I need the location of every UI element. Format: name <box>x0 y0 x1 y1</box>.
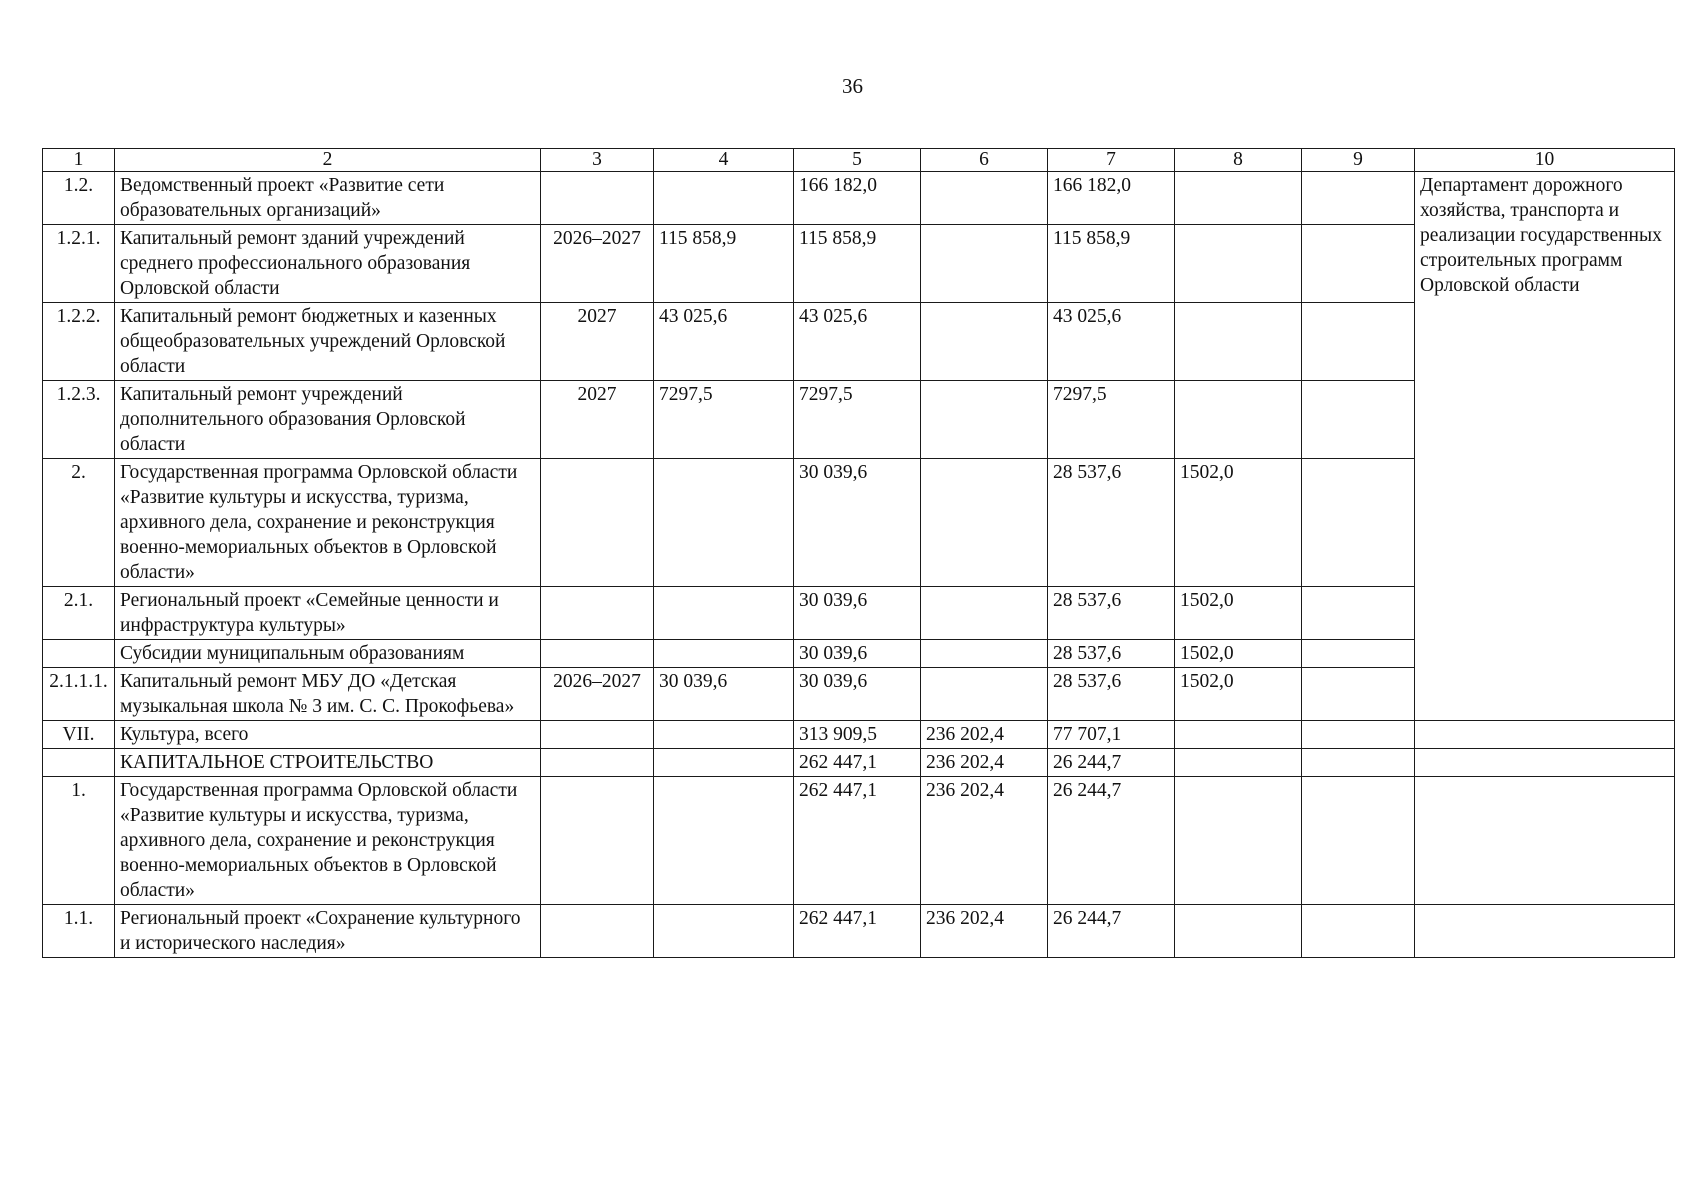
row-federal <box>921 640 1048 668</box>
header-cell: 6 <box>921 149 1048 172</box>
row-name: Капитальный ремонт зданий учреждений среднего профессионального образования Орловской области <box>115 225 541 303</box>
budget-table <box>42 148 1675 958</box>
table-row <box>43 749 1675 777</box>
row-number: VII. <box>43 721 115 749</box>
row-regional: 26 244,7 <box>1048 905 1175 958</box>
row-other <box>1302 587 1415 640</box>
row-total: 115 858,9 <box>794 225 921 303</box>
row-number: 1.2.3. <box>43 381 115 459</box>
row-department <box>1415 905 1675 958</box>
row-years <box>541 459 654 587</box>
page-number: 36 <box>842 74 863 98</box>
row-cost: 7297,5 <box>654 381 794 459</box>
row-cost: 43 025,6 <box>654 303 794 381</box>
row-local: 1502,0 <box>1175 640 1302 668</box>
row-years <box>541 905 654 958</box>
row-total: 30 039,6 <box>794 640 921 668</box>
row-other <box>1302 172 1415 225</box>
row-federal: 236 202,4 <box>921 777 1048 905</box>
row-local: 1502,0 <box>1175 668 1302 721</box>
row-regional: 28 537,6 <box>1048 587 1175 640</box>
row-regional: 26 244,7 <box>1048 777 1175 905</box>
row-local <box>1175 777 1302 905</box>
row-other <box>1302 905 1415 958</box>
row-name: Капитальный ремонт бюджетных и казенных общеобразовательных учреждений Орловской области <box>115 303 541 381</box>
row-total: 262 447,1 <box>794 749 921 777</box>
row-name: КАПИТАЛЬНОЕ СТРОИТЕЛЬСТВО <box>115 749 541 777</box>
row-cost <box>654 172 794 225</box>
row-years: 2026–2027 <box>541 668 654 721</box>
table-row <box>43 172 1675 225</box>
row-years <box>541 172 654 225</box>
row-number: 2. <box>43 459 115 587</box>
row-total: 43 025,6 <box>794 303 921 381</box>
row-regional: 28 537,6 <box>1048 668 1175 721</box>
row-years: 2026–2027 <box>541 225 654 303</box>
row-other <box>1302 303 1415 381</box>
row-years <box>541 777 654 905</box>
row-local <box>1175 381 1302 459</box>
row-cost <box>654 721 794 749</box>
header-cell: 8 <box>1175 149 1302 172</box>
row-regional: 77 707,1 <box>1048 721 1175 749</box>
table-row <box>43 905 1675 958</box>
row-local <box>1175 721 1302 749</box>
row-cost: 30 039,6 <box>654 668 794 721</box>
row-total: 313 909,5 <box>794 721 921 749</box>
row-years <box>541 640 654 668</box>
row-other <box>1302 459 1415 587</box>
row-total: 30 039,6 <box>794 587 921 640</box>
row-name: Капитальный ремонт МБУ ДО «Детская музыкальная школа № 3 им. С. С. Прокофьева» <box>115 668 541 721</box>
row-name: Региональный проект «Сохранение культурного и исторического наследия» <box>115 905 541 958</box>
responsible-department: Департамент дорожного хозяйства, транспорта и реализации государственных строительных программ Орловской области <box>1415 172 1675 721</box>
row-regional: 43 025,6 <box>1048 303 1175 381</box>
row-name: Региональный проект «Семейные ценности и инфраструктура культуры» <box>115 587 541 640</box>
row-regional: 26 244,7 <box>1048 749 1175 777</box>
row-other <box>1302 225 1415 303</box>
row-local <box>1175 225 1302 303</box>
row-cost <box>654 587 794 640</box>
row-cost <box>654 905 794 958</box>
header-cell: 3 <box>541 149 654 172</box>
row-federal <box>921 459 1048 587</box>
row-total: 166 182,0 <box>794 172 921 225</box>
row-cost: 115 858,9 <box>654 225 794 303</box>
table-row <box>43 721 1675 749</box>
row-federal <box>921 668 1048 721</box>
header-cell: 4 <box>654 149 794 172</box>
row-department <box>1415 777 1675 905</box>
row-local: 1502,0 <box>1175 459 1302 587</box>
row-cost <box>654 640 794 668</box>
row-federal: 236 202,4 <box>921 905 1048 958</box>
row-regional: 115 858,9 <box>1048 225 1175 303</box>
row-name: Ведомственный проект «Развитие сети образовательных организаций» <box>115 172 541 225</box>
row-other <box>1302 777 1415 905</box>
row-other <box>1302 749 1415 777</box>
row-number: 2.1. <box>43 587 115 640</box>
row-regional: 28 537,6 <box>1048 459 1175 587</box>
row-federal <box>921 303 1048 381</box>
row-department <box>1415 749 1675 777</box>
row-department <box>1415 721 1675 749</box>
row-name: Капитальный ремонт учреждений дополнительного образования Орловской области <box>115 381 541 459</box>
row-number: 1.2.1. <box>43 225 115 303</box>
row-total: 262 447,1 <box>794 777 921 905</box>
row-number: 1.2.2. <box>43 303 115 381</box>
row-years <box>541 721 654 749</box>
row-cost <box>654 777 794 905</box>
row-other <box>1302 640 1415 668</box>
row-name: Субсидии муниципальным образованиям <box>115 640 541 668</box>
row-federal: 236 202,4 <box>921 749 1048 777</box>
header-cell: 5 <box>794 149 921 172</box>
header-cell: 2 <box>115 149 541 172</box>
row-number: 1. <box>43 777 115 905</box>
row-regional: 166 182,0 <box>1048 172 1175 225</box>
row-cost <box>654 459 794 587</box>
row-number <box>43 640 115 668</box>
row-federal: 236 202,4 <box>921 721 1048 749</box>
row-federal <box>921 587 1048 640</box>
row-name: Государственная программа Орловской области «Развитие культуры и искусства, туризма, архивного дела, сохранение и реконструкция военно-мемориальных объектов в Орловской области» <box>115 777 541 905</box>
row-years <box>541 749 654 777</box>
row-regional: 28 537,6 <box>1048 640 1175 668</box>
row-local: 1502,0 <box>1175 587 1302 640</box>
header-cell: 1 <box>43 149 115 172</box>
row-cost <box>654 749 794 777</box>
header-cell: 10 <box>1415 149 1675 172</box>
row-federal <box>921 225 1048 303</box>
header-cell: 9 <box>1302 149 1415 172</box>
header-cell: 7 <box>1048 149 1175 172</box>
row-total: 7297,5 <box>794 381 921 459</box>
row-number: 1.1. <box>43 905 115 958</box>
row-name: Культура, всего <box>115 721 541 749</box>
row-years <box>541 587 654 640</box>
row-local <box>1175 172 1302 225</box>
header-row <box>43 149 1675 172</box>
row-number: 1.2. <box>43 172 115 225</box>
row-number <box>43 749 115 777</box>
table-row <box>43 777 1675 905</box>
row-total: 30 039,6 <box>794 459 921 587</box>
row-local <box>1175 749 1302 777</box>
row-years: 2027 <box>541 303 654 381</box>
row-federal <box>921 172 1048 225</box>
row-federal <box>921 381 1048 459</box>
row-total: 262 447,1 <box>794 905 921 958</box>
row-other <box>1302 721 1415 749</box>
row-other <box>1302 381 1415 459</box>
row-other <box>1302 668 1415 721</box>
row-regional: 7297,5 <box>1048 381 1175 459</box>
row-local <box>1175 905 1302 958</box>
row-number: 2.1.1.1. <box>43 668 115 721</box>
row-years: 2027 <box>541 381 654 459</box>
row-total: 30 039,6 <box>794 668 921 721</box>
row-local <box>1175 303 1302 381</box>
row-name: Государственная программа Орловской области «Развитие культуры и искусства, туризма, архивного дела, сохранение и реконструкция военно-мемориальных объектов в Орловской области» <box>115 459 541 587</box>
